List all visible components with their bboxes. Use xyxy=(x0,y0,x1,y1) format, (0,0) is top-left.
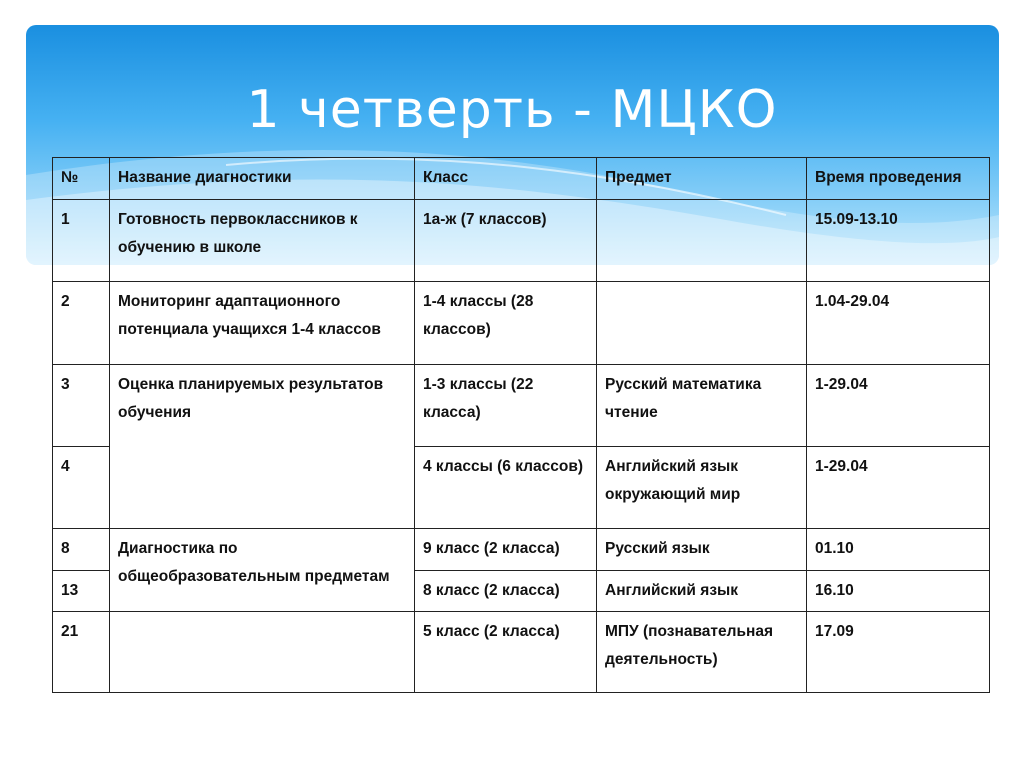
cell-class: 4 классы (6 классов) xyxy=(415,447,597,529)
cell-subject xyxy=(597,282,807,365)
cell-subject xyxy=(597,200,807,282)
table-header-row xyxy=(53,158,990,200)
header-class: Класс xyxy=(415,158,597,200)
cell-subject: Русский язык xyxy=(597,529,807,571)
cell-number: 21 xyxy=(53,612,110,693)
cell-number: 8 xyxy=(53,529,110,571)
cell-time: 1.04-29.04 xyxy=(807,282,990,365)
cell-class: 1-3 классы (22 класса) xyxy=(415,365,597,447)
cell-name: Диагностика по общеобразовательным предметам xyxy=(110,529,415,612)
cell-class: 1-4 классы (28 классов) xyxy=(415,282,597,365)
cell-time: 16.10 xyxy=(807,571,990,612)
cell-name xyxy=(110,612,415,693)
cell-subject: Английский язык окружающий мир xyxy=(597,447,807,529)
cell-class: 5 класс (2 класса) xyxy=(415,612,597,693)
table-row xyxy=(53,282,990,365)
header-name: Название диагностики xyxy=(110,158,415,200)
cell-class: 1а-ж (7 классов) xyxy=(415,200,597,282)
table-row xyxy=(53,529,990,571)
cell-time: 1-29.04 xyxy=(807,447,990,529)
slide-title: 1 четверть - МЦКО xyxy=(246,80,778,140)
cell-number: 13 xyxy=(53,571,110,612)
table-row xyxy=(53,612,990,693)
cell-name: Оценка планируемых результатов обучения xyxy=(110,365,415,529)
cell-number: 3 xyxy=(53,365,110,447)
cell-name: Готовность первоклассников к обучению в школе xyxy=(110,200,415,282)
cell-subject: МПУ (познавательная деятельность) xyxy=(597,612,807,693)
header-subject: Предмет xyxy=(597,158,807,200)
cell-number: 2 xyxy=(53,282,110,365)
cell-name: Мониторинг адаптационного потенциала учащихся 1-4 классов xyxy=(110,282,415,365)
table-row xyxy=(53,200,990,282)
diagnostics-table xyxy=(52,157,990,693)
cell-class: 9 класс (2 класса) xyxy=(415,529,597,571)
cell-class: 8 класс (2 класса) xyxy=(415,571,597,612)
cell-time: 17.09 xyxy=(807,612,990,693)
cell-time: 1-29.04 xyxy=(807,365,990,447)
cell-subject: Русский математика чтение xyxy=(597,365,807,447)
cell-subject: Английский язык xyxy=(597,571,807,612)
header-number: № xyxy=(53,158,110,200)
cell-time: 01.10 xyxy=(807,529,990,571)
header-time: Время проведения xyxy=(807,158,990,200)
table-row xyxy=(53,365,990,447)
cell-number: 1 xyxy=(53,200,110,282)
cell-number: 4 xyxy=(53,447,110,529)
cell-time: 15.09-13.10 xyxy=(807,200,990,282)
